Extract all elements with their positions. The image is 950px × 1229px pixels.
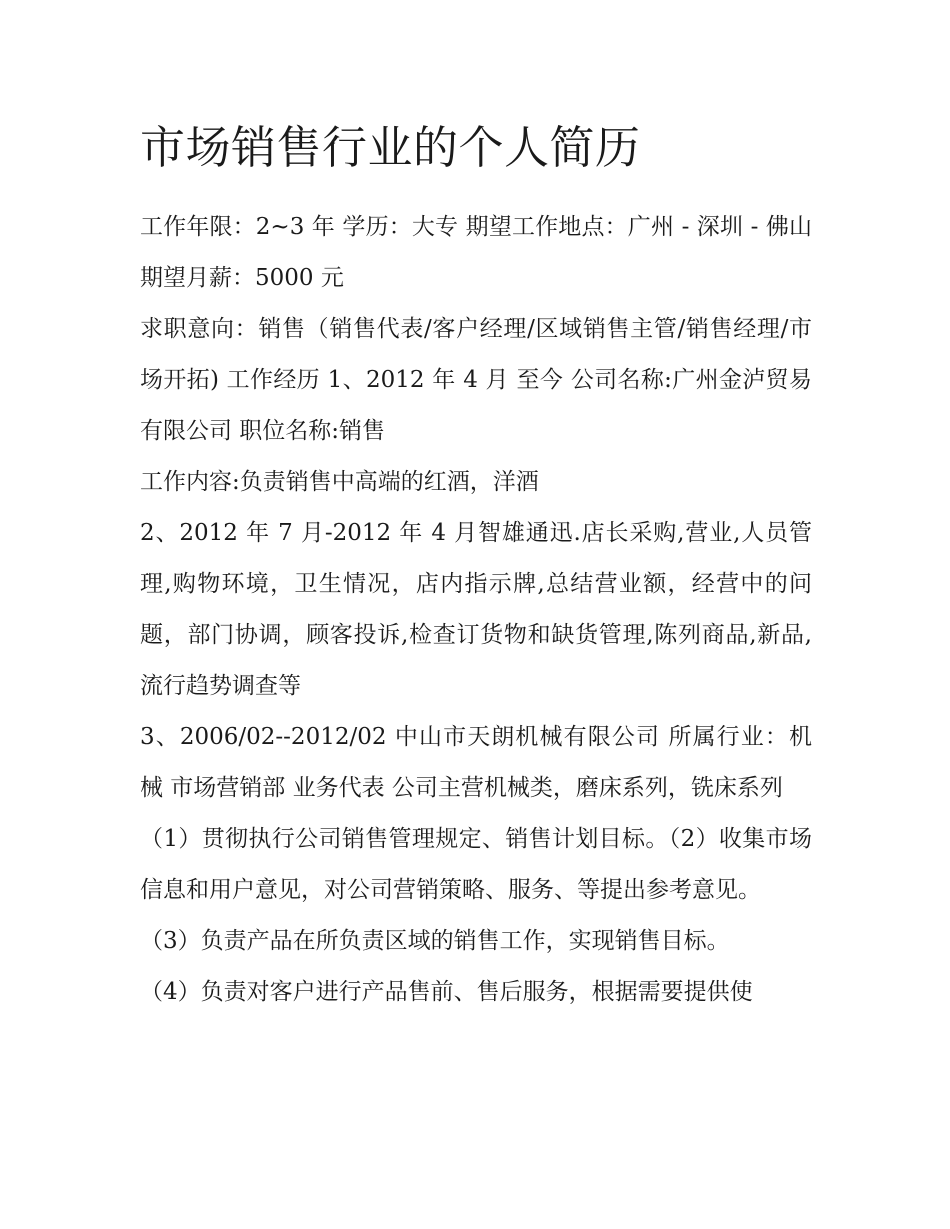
paragraph-job-content: 工作内容:负责销售中高端的红酒，洋酒 — [140, 469, 539, 495]
document-title: 市场销售行业的个人简历 — [140, 121, 641, 174]
paragraph-duty-1-2: （1）贯彻执行公司销售管理规定、销售计划目标。（2）收集市场信息和用户意见，对公司营销策略、服务、等提出参考意见。 — [140, 826, 812, 903]
paragraph-duty-4: （4）负责对客户进行产品售前、售后服务，根据需要提供使 — [140, 979, 753, 1005]
paragraph-job-objective: 求职意向：销售（销售代表/客户经理/区域销售主管/销售经理/市场开拓) 工作经历 1、2012 年 4 月 至今 公司名称:广州金泸贸易有限公司 职位名称:销售 — [140, 316, 812, 444]
resume-body — [140, 118, 812, 1018]
paragraph-basic-info: 工作年限：2~3 年 学历：大专 期望工作地点：广州 - 深圳 - 佛山 期望月薪：5000 元 — [140, 214, 812, 291]
paragraph-duty-3: （3）负责产品在所负责区域的销售工作，实现销售目标。 — [140, 928, 730, 954]
paragraph-experience-3: 3、2006/02--2012/02 中山市天朗机械有限公司 所属行业：机械 市场营销部 业务代表 公司主营机械类，磨床系列，铣床系列 — [140, 724, 812, 801]
paragraph-experience-2: 2、2012 年 7 月-2012 年 4 月智雄通迅.店长采购,营业,人员管理,购物环境，卫生情况，店内指示牌,总结营业额，经营中的问题，部门协调，顾客投诉,检查订货物和缺货管理,陈列商品,新品,流行趋势调查等 — [140, 520, 812, 699]
